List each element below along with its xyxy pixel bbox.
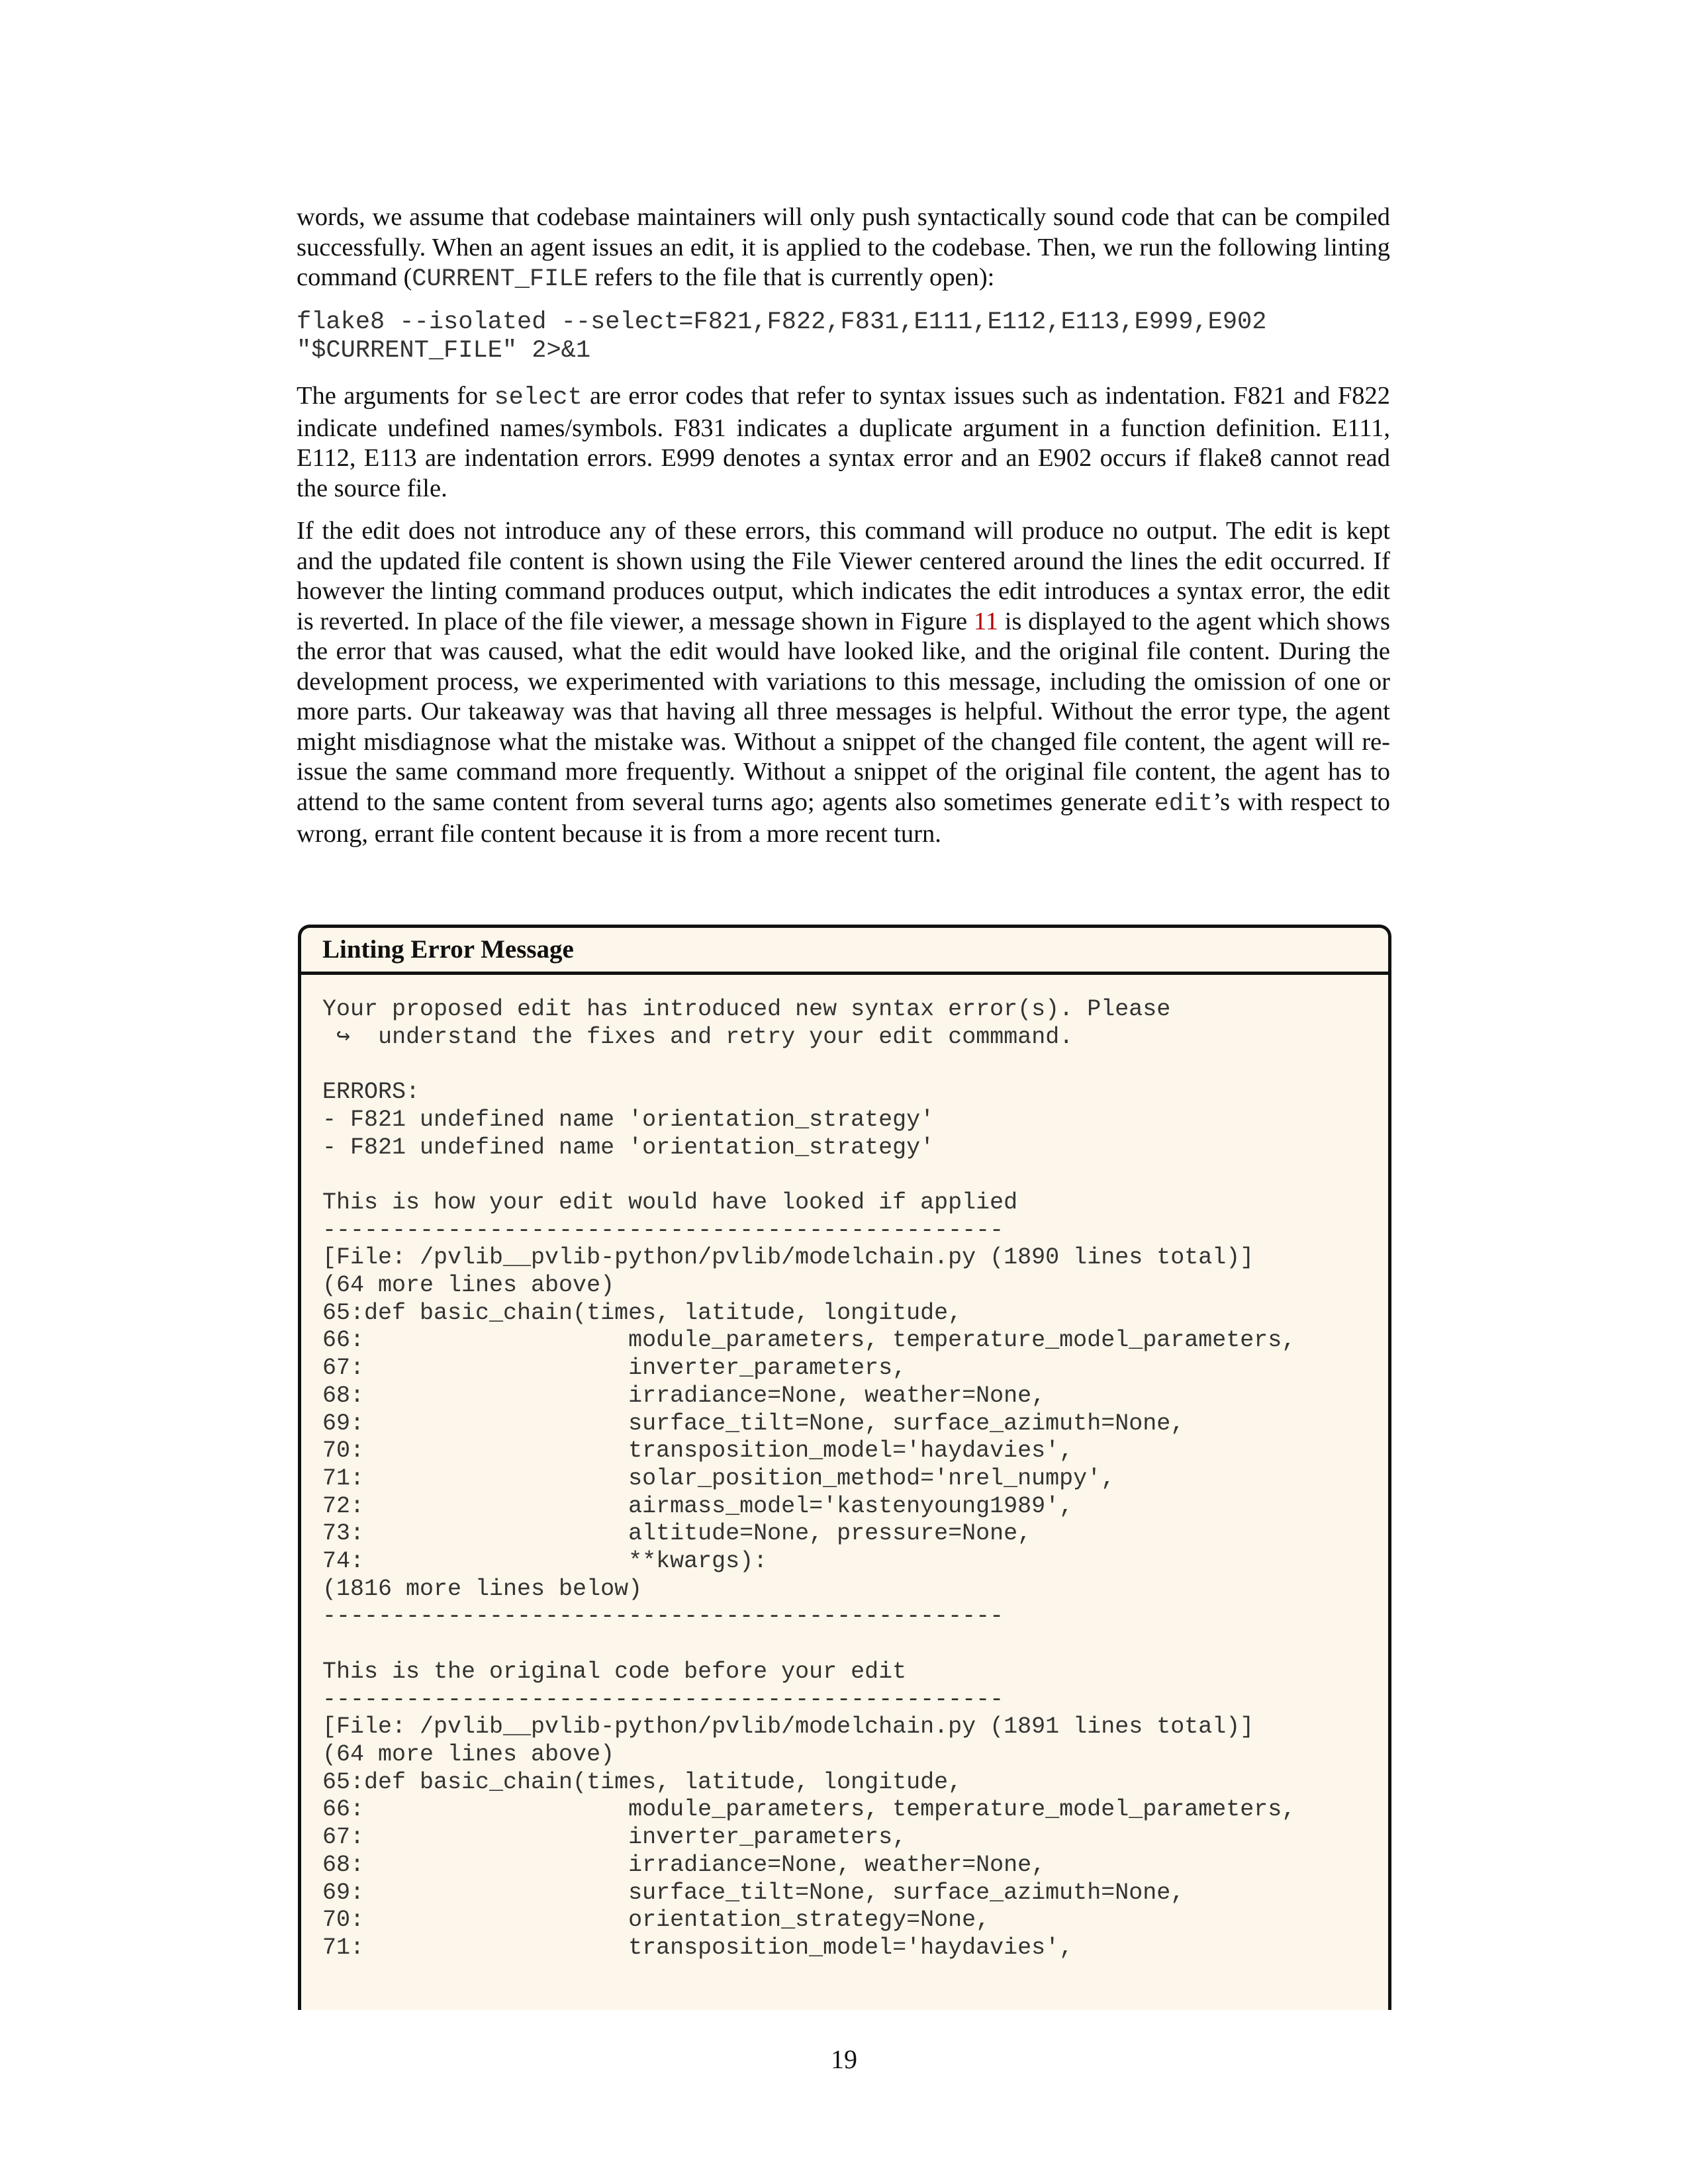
box-title: Linting Error Message bbox=[301, 928, 1388, 975]
paragraph-text: are error codes that refer to syntax issues such as indentation. F821 and F822 indicate undefined names/symbols. F831 indicates a duplicate argument in a function definition. E111, E112, E113 are indentation errors. E999 denotes a syntax error and an E902 occurs if flake8 cannot read the source file. bbox=[297, 382, 1390, 502]
linting-error-message-box bbox=[298, 925, 1391, 2010]
flake8-command-block: flake8 --isolated --select=F821,F822,F831,E111,E112,E113,E999,E902 "$CURRENT_FILE" 2>&1 bbox=[297, 308, 1267, 365]
paragraph-error-codes bbox=[297, 381, 1390, 504]
inline-code-current-file: CURRENT_FILE bbox=[412, 265, 588, 293]
paragraph-linting-intro bbox=[297, 203, 1390, 295]
paragraph-text: If the edit does not introduce any of these errors, this command will produce no output. The edit is kept and the updated file content is shown using the File Viewer centered around the lines the edit occurred. If however the linting command produces output, which indicates the edit introduces a syntax error, the edit is reverted. In place of the file viewer, a message shown in Figure bbox=[297, 517, 1390, 635]
figure-reference-link[interactable]: 11 bbox=[973, 607, 998, 635]
paragraph-text: The arguments for bbox=[297, 382, 494, 410]
paragraph-text: is displayed to the agent which shows the error that was caused, what the edit would have looked like, and the original file content. During the development process, we experimented with variations to this message, including the omission of one or more parts. Our takeaway was that having all three messages is helpful. Without the error type, the agent might misdiagnose what the mistake was. Without a snippet of the changed file content, the agent will re-issue the same command more frequently. Without a snippet of the original file content, the agent has to attend to the same content from several turns ago; agents also sometimes generate bbox=[297, 607, 1390, 816]
paragraph-text: refers to the file that is currently open): bbox=[588, 263, 995, 291]
inline-code-edit: edit bbox=[1154, 790, 1213, 818]
paragraph-edit-behavior bbox=[297, 516, 1390, 850]
paragraph-text: words, we assume that codebase maintainers will only push syntactically sound code that can be compiled successfully. When an agent issues an edit, it is applied to the codebase. Then, we run the following linting command ( bbox=[297, 203, 1390, 291]
paragraph-text: ’s with respect to wrong, errant file content because it is from a more recent turn. bbox=[297, 788, 1390, 848]
error-message-code: Your proposed edit has introduced new syntax error(s). Please ↪ understand the fixes and retry your edit commmand. ERRORS: - F821 undefined name 'orientation_strategy' - F821 undefined name 'orientation_strategy' This is how your edit would have looked if applied ------------------------------------------------- [File: /pvlib__pvlib-python/pvlib/modelchain.py (1890 lines total)] (64 more lines above) 65:def basic_chain(times, latitude, longitude, 66: module_parameters, temperature_model_parameters, 67: inverter_parameters, 68: irradiance=None, weather=None, 69: surface_tilt=None, surface_azimuth=None, 70: transposition_model='haydavies', 71: solar_position_method='nrel_numpy', 72: airmass_model='kastenyoung1989', 73: altitude=None, pressure=None, 74: **kwargs): (1816 more lines below) ------------------------------------------------- This is the original code before your edit ------------------------------------------------- [File: /pvlib__pvlib-python/pvlib/modelchain.py (1891 lines total)] (64 more lines above) 65:def basic_chain(times, latitude, longitude, 66: module_parameters, temperature_model_parameters, 67: inverter_parameters, 68: irradiance=None, weather=None, 69: surface_tilt=None, surface_azimuth=None, 70: orientation_strategy=None, 71: transposition_model='haydavies', bbox=[322, 996, 1296, 1961]
inline-code-select: select bbox=[494, 384, 583, 412]
page-number: 19 bbox=[831, 2044, 857, 2074]
